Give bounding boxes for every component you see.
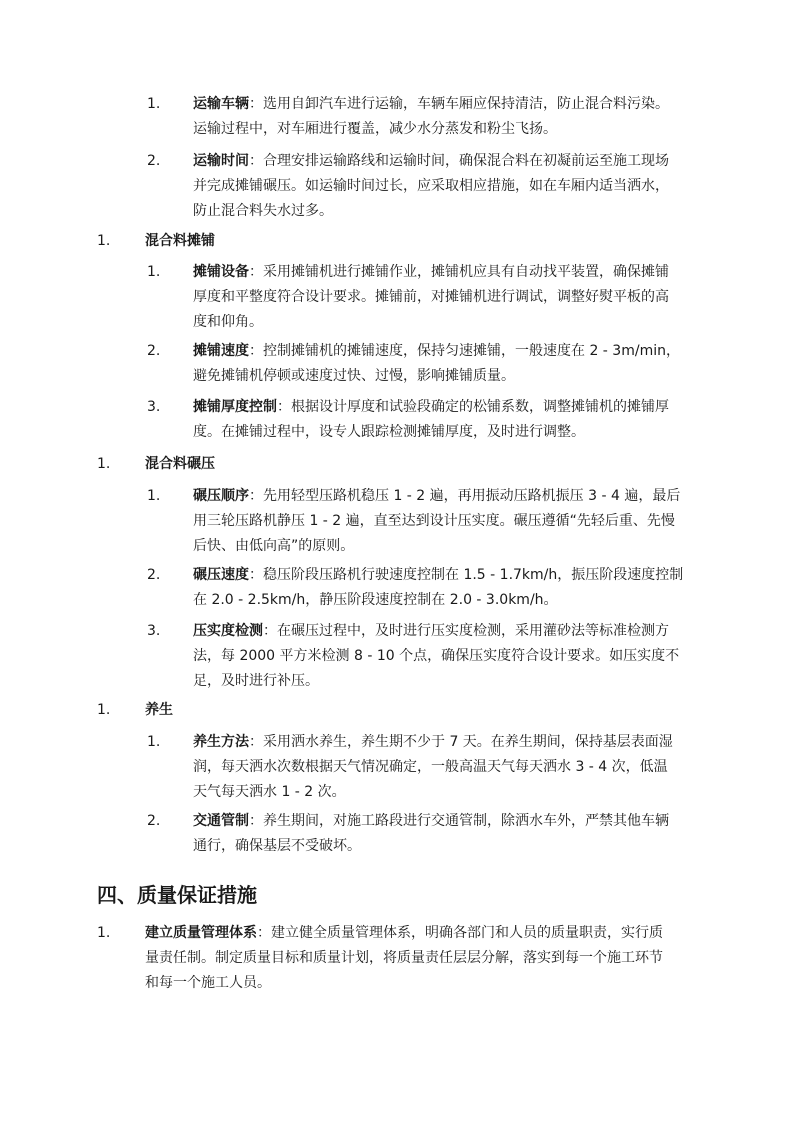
list-item-term: 碾压速度 (193, 567, 249, 583)
list-number: 1. (147, 264, 161, 280)
list-number: 1. (147, 96, 161, 112)
list-item-term: 摊铺设备 (193, 264, 249, 280)
list-item-term: 压实度检测 (193, 623, 263, 639)
list-item (97, 921, 707, 996)
heading-label: 养生 (145, 702, 173, 718)
list-item-text: 摊铺厚度控制：根据设计厚度和试验段确定的松铺系数，调整摊铺机的摊铺厚 度。在摊铺过程中，设专人跟踪检测摊铺厚度，及时进行调整。 (193, 399, 669, 440)
list-item-term: 建立质量管理体系 (145, 925, 257, 941)
list-item-term: 碾压顺序 (193, 488, 249, 504)
list-item (147, 260, 707, 335)
list-number: 2. (147, 343, 161, 359)
list-item (147, 730, 707, 805)
list-number: 2. (147, 813, 161, 829)
list-item-text: 碾压速度：稳压阶段压路机行驶速度控制在 1.5 - 1.7km/h，振压阶段速度控制 在 2.0 - 2.5km/h，静压阶段速度控制在 2.0 - 3.0km/h。 (193, 567, 684, 608)
list-item-text: 交通管制：养生期间，对施工路段进行交通管制，除洒水车外，严禁其他车辆 通行，确保基层不受破坏。 (193, 813, 669, 854)
list-number: 3. (147, 399, 161, 415)
list-number: 2. (147, 567, 161, 583)
list-number: 3. (147, 623, 161, 639)
list-item-text: 碾压顺序：先用轻型压路机稳压 1 - 2 遍，再用振动压路机振压 3 - 4 遍，最后 用三轮压路机静压 1 - 2 遍，直至达到设计压实度。碾压遵循“先轻后重、先慢 后快、由低向高”的原则。 (193, 488, 681, 554)
list-item-text: 摊铺速度：控制摊铺机的摊铺速度，保持匀速摊铺，一般速度在 2 - 3m/min， 避免摊铺机停顿或速度过快、过慢，影响摊铺质量。 (193, 343, 680, 384)
list-item-term: 摊铺速度 (193, 343, 249, 359)
list-item-text: 压实度检测：在碾压过程中，及时进行压实度检测，采用灌砂法等标准检测方 法，每 2000 平方米检测 8 - 10 个点，确保压实度符合设计要求。如压实度不 足，及时进行补压。 (193, 623, 680, 689)
list-item-term: 运输车辆 (193, 96, 249, 112)
list-item-term: 交通管制 (193, 813, 249, 829)
list-item-text: 摊铺设备：采用摊铺机进行摊铺作业，摊铺机应具有自动找平装置，确保摊铺 厚度和平整度符合设计要求。摊铺前，对摊铺机进行调试，调整好熨平板的高 度和仰角。 (193, 264, 669, 330)
list-number: 1. (97, 702, 111, 718)
list-number: 1. (97, 233, 111, 249)
list-number: 2. (147, 153, 161, 169)
heading-label: 混合料摊铺 (145, 233, 215, 249)
list-heading (97, 452, 397, 477)
list-item (147, 484, 707, 559)
list-item-text: 运输时间：合理安排运输路线和运输时间，确保混合料在初凝前运至施工现场 并完成摊铺碾压。如运输时间过长，应采取相应措施，如在车厢内适当洒水， 防止混合料失水过多。 (193, 153, 669, 219)
list-number: 1. (97, 456, 111, 472)
list-item-term: 运输时间 (193, 153, 249, 169)
list-item-term: 养生方法 (193, 734, 249, 750)
list-item (147, 92, 707, 142)
list-item-text: 建立质量管理体系：建立健全质量管理体系，明确各部门和人员的质量职责，实行质 量责任制。制定质量目标和质量计划，将质量责任层层分解，落实到每一个施工环节 和每一个施工人员。 (145, 925, 663, 991)
list-item (147, 395, 707, 445)
list-number: 1. (147, 488, 161, 504)
list-item (147, 563, 707, 613)
list-item (147, 809, 707, 859)
list-heading (97, 229, 397, 254)
section-title: 四、质量保证措施 (97, 883, 257, 907)
list-item-text: 养生方法：采用洒水养生，养生期不少于 7 天。在养生期间，保持基层表面湿 润，每天洒水次数根据天气情况确定，一般高温天气每天洒水 3 - 4 次，低温 天气每天洒水 1 - 2 次。 (193, 734, 673, 800)
list-number: 1. (97, 925, 111, 941)
list-number: 1. (147, 734, 161, 750)
list-item (147, 149, 707, 224)
heading-label: 混合料碾压 (145, 456, 215, 472)
list-item-term: 摊铺厚度控制 (193, 399, 277, 415)
list-item (147, 619, 707, 694)
list-heading (97, 698, 397, 723)
list-item (147, 339, 707, 389)
list-item-text: 运输车辆：选用自卸汽车进行运输，车辆车厢应保持清洁，防止混合料污染。 运输过程中，对车厢进行覆盖，减少水分蒸发和粉尘飞扬。 (193, 96, 669, 137)
